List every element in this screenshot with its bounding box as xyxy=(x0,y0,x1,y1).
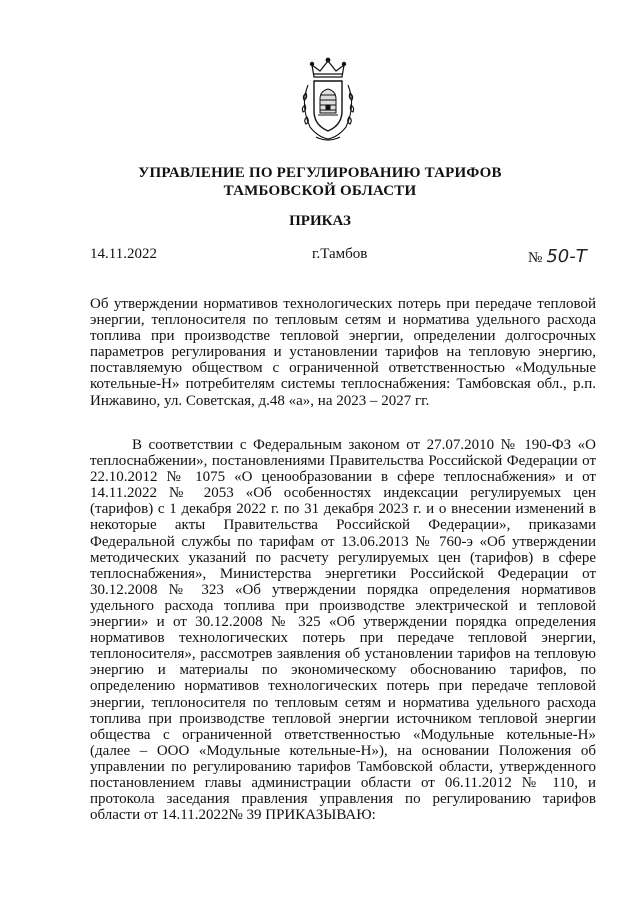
order-subject: Об утверждении нормативов технологических потерь при передаче тепловой энергии, теплоносителя по тепловым сетям и норматива удельного расхода топлива при производстве тепловой энергии, определении долгосрочных параметров регулирования и установлении тарифов на тепловую энергию, поставляемую обществом с ограниченной ответственностью «Модульные котельные-Н» потребителям системы теплоснабжения: Тамбовская обл., р.п. Инжавино, ул. Советская, д.48 «а», на 2023 – 2027 гг. xyxy=(90,296,596,409)
number-sign: № xyxy=(528,250,543,266)
coat-of-arms-icon xyxy=(296,55,360,145)
agency-name-line1: УПРАВЛЕНИЕ ПО РЕГУЛИРОВАНИЮ ТАРИФОВ xyxy=(138,165,502,181)
order-date: 14.11.2022 xyxy=(90,246,157,262)
order-body-paragraph: В соответствии с Федеральным законом от 27.07.2010 № 190-ФЗ «О теплоснабжении», постановлениями Правительства Российской Федерации от 22.10.2012 № 1075 «О ценообразовании в сфере теплоснабжения» и от 14.11.2022 № 2053 «Об особенностях индексации регулируемых цен (тарифов) с 1 декабря 2022 г. по 31 декабря 2023 г. и о внесении изменений в некоторые акты Правительства Российской Федерации», приказами Федеральной службы по тарифам от 13.06.2013 № 760-э «Об утверждении методических указаний по расчету регулируемых цен (тарифов) в сфере теплоснабжения», Министерства энергетики Российской Федерации от 30.12.2008 № 323 «Об утверждении порядка определения нормативов удельного расхода топлива при производстве электрической и тепловой энергии» и от 30.12.2008 № 325 «Об утверждении порядка определения нормативов технологических потерь при передаче тепловой энергии, теплоносителя», рассмотрев заявления об установлении тарифов на тепловую энергию и материалы по экономическому обоснованию тарифов, по определению нормативов технологических потерь при передаче тепловой энергии, теплоносителя по тепловым сетям и норматива удельного расхода топлива при производстве тепловой энергии источником тепловой энергии общества с ограниченной ответственностью «Модульные котельные-Н» (далее – ООО «Модульные котельные-Н»), на основании Положения об управлении по регулированию тарифов Тамбовской области, утвержденного постановлением главы администрации области от 06.11.2012 № 110, и протокола заседания правления управления по регулированию тарифов области от 14.11.2022№ 39 ПРИКАЗЫВАЮ: xyxy=(90,437,596,824)
handwritten-number: 50-Т xyxy=(546,246,587,267)
document-title: ПРИКАЗ xyxy=(289,213,351,229)
order-number xyxy=(528,246,587,267)
agency-name-line2: ТАМБОВСКОЙ ОБЛАСТИ xyxy=(223,183,417,199)
order-city: г.Тамбов xyxy=(312,246,368,262)
